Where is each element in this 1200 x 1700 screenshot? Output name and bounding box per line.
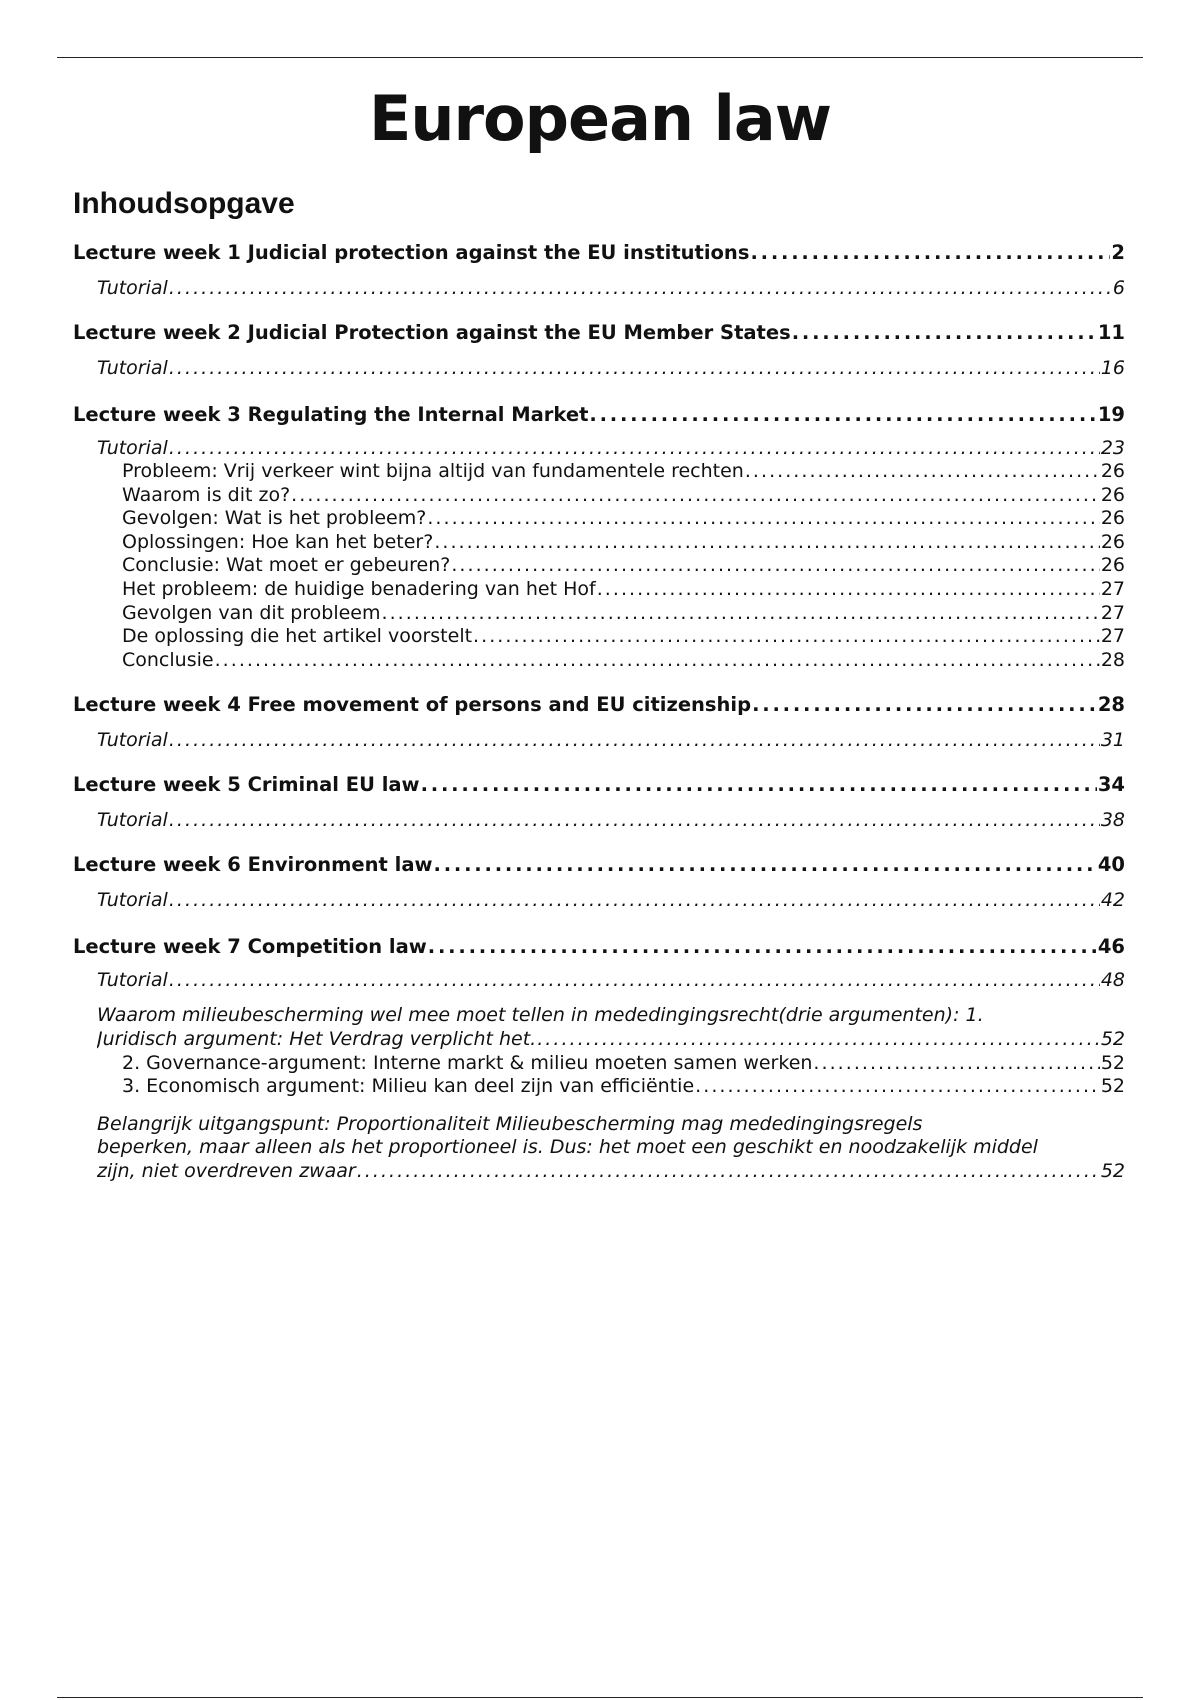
toc-entry-week-5[interactable]: Lecture week 5 Criminal EU law . . . 34	[73, 772, 1125, 798]
toc-subentry[interactable]: Gevolgen van dit probleem . . . 27	[73, 602, 1125, 626]
toc-subentry[interactable]: Gevolgen: Wat is het probleem? . . . 26	[73, 507, 1125, 531]
toc-entry-week-7-proportionaliteit[interactable]: Belangrijk uitgangspunt: Proportionaliteit Milieubescherming mag mededingingsregels beperken, maar alleen als het proportioneel is. Dus: het moet een geschikt en noodzakelijk middel zijn, niet overdreven zwaar . . . 52	[73, 1113, 1125, 1184]
toc-entry-week-1[interactable]	[73, 240, 1125, 266]
toc-entry-week-1-tutorial[interactable]: Tutorial . . . 6	[73, 276, 1125, 300]
toc-subentry[interactable]: Oplossingen: Hoe kan het beter? . . . 26	[73, 531, 1125, 555]
toc-entry-week-6-tutorial[interactable]: Tutorial . . . 42	[73, 888, 1125, 912]
table-of-contents	[73, 240, 1125, 1184]
toc-entry-week-3-tutorial[interactable]: Tutorial . . . 23	[73, 436, 1125, 460]
toc-entry-week-5-tutorial[interactable]: Tutorial . . . 38	[73, 808, 1125, 832]
toc-entry-week-3[interactable]: Lecture week 3 Regulating the Internal Market . . . 19	[73, 402, 1125, 428]
header-rule	[57, 57, 1143, 58]
toc-heading: Inhoudsopgave	[73, 187, 295, 220]
toc-subentry[interactable]: Conclusie: Wat moet er gebeuren? . . . 26	[73, 554, 1125, 578]
toc-subentry[interactable]: Conclusie . . . 28	[73, 649, 1125, 673]
toc-subentry[interactable]: Probleem: Vrij verkeer wint bijna altijd van fundamentele rechten . . . 26	[73, 460, 1125, 484]
toc-entry-title: Lecture week 1 Judicial protection against the EU institutions	[73, 241, 750, 264]
toc-entry-page: 2	[1111, 241, 1125, 264]
footer-rule	[57, 1697, 1143, 1698]
toc-subentry[interactable]: De oplossing die het artikel voorstelt . . . 27	[73, 625, 1125, 649]
document-title: European law	[368, 82, 832, 155]
toc-entry-week-4[interactable]: Lecture week 4 Free movement of persons and EU citizenship . . . 28	[73, 692, 1125, 718]
toc-entry-week-7-milieu[interactable]: Waarom milieubescherming wel mee moet tellen in mededingingsrecht(drie argumenten): 1. Juridisch argument: Het Verdrag verplicht het. . . . 52	[73, 1004, 1125, 1051]
toc-entry-week-2[interactable]: Lecture week 2 Judicial Protection against the EU Member States . . . 11	[73, 320, 1125, 346]
toc-subentry[interactable]: Het probleem: de huidige benadering van het Hof . . . 27	[73, 578, 1125, 602]
toc-entry-week-2-tutorial[interactable]: Tutorial . . . 16	[73, 356, 1125, 380]
toc-entry-week-4-tutorial[interactable]: Tutorial . . . 31	[73, 728, 1125, 752]
toc-entry-week-6[interactable]: Lecture week 6 Environment law . . . 40	[73, 852, 1125, 878]
toc-entry-week-7[interactable]: Lecture week 7 Competition law . . . 46	[73, 934, 1125, 960]
toc-subentry[interactable]: Waarom is dit zo? . . . 26	[73, 484, 1125, 508]
toc-subentry[interactable]: 3. Economisch argument: Milieu kan deel zijn van efficiëntie . . . 52	[73, 1075, 1125, 1099]
toc-subentry[interactable]: 2. Governance-argument: Interne markt & milieu moeten samen werken . . . 52	[73, 1052, 1125, 1076]
toc-entry-week-7-tutorial[interactable]: Tutorial . . . 48	[73, 968, 1125, 992]
